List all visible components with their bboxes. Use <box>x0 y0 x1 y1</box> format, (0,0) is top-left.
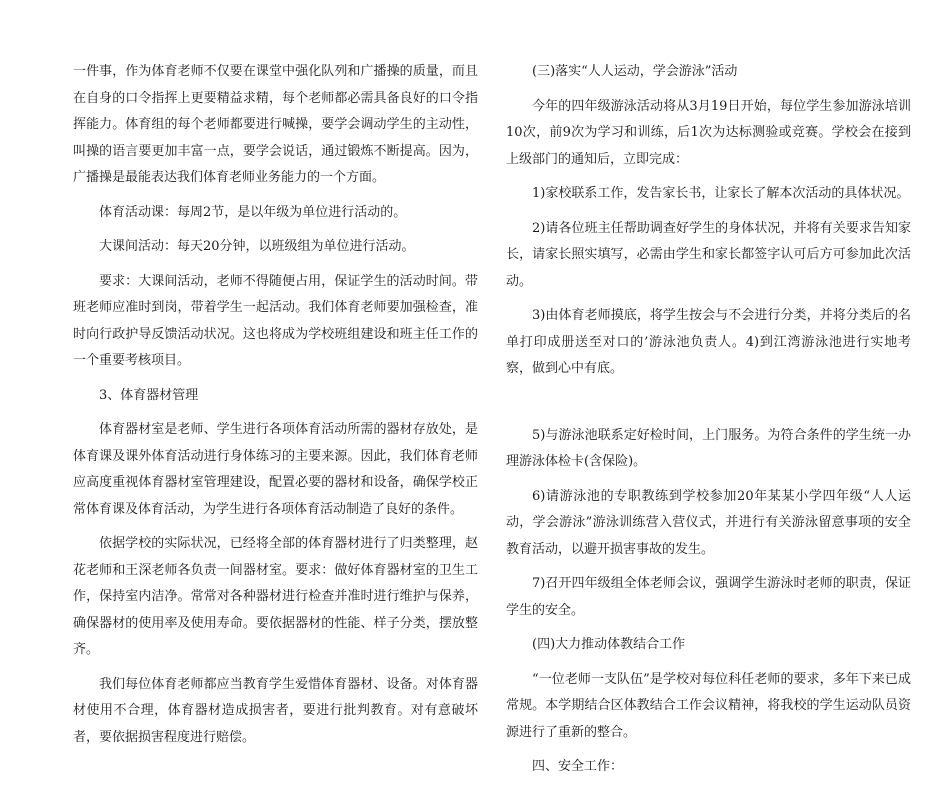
paragraph: 体育活动课：每周2节，是以年级为单位进行活动的。 <box>99 204 407 220</box>
list-item: 7)召开四年级组全体老师会议，强调学生游泳时老师的职责，保证学生的安全。 <box>506 576 911 618</box>
paragraph: 体育器材室是老师、学生进行各项体育活动所需的器材存放处，是体育课及课外体育活动进行身体练习的主要来源。因此，我们体育老师应高度重视体育器材室管理建设，配置必要的器材和设备，确保学校正常体育课及体育活动，为学生进行各项体育活动制造了良好的条件。 <box>73 422 478 517</box>
section-heading: (四)大力推动体教结合工作 <box>532 637 686 652</box>
section-heading: 四、安全工作： <box>532 759 624 774</box>
list-item: 2)请各位班主任帮助调查好学生的身体状况，并将有关要求告知家长，请家长照实填写，必需由学生和家长都签字认可后方可参加此次活动。 <box>506 220 911 289</box>
section-heading: 3、体育器材管理 <box>99 387 199 403</box>
left-column <box>73 59 478 759</box>
paragraph: 依据学校的实际状况，已经将全部的体育器材进行了归类整理，赵花老师和王深老师各负责一间器材室。要求：做好体育器材室的卫生工作，保持室内洁净。常常对各种器材进行检查并准时进行维护与保养，确保器材的使用率及使用寿命。要依据器材的性能、样子分类，摆放整齐。 <box>73 536 478 657</box>
list-item: 5)与游泳池联系定好检时间，上门服务。为符合条件的学生统一办理游泳体检卡(含保险)。 <box>506 427 911 469</box>
paragraph: 要求：大课间活动，老师不得随便占用，保证学生的活动时间。带班老师应准时到岗，带着学生一起活动。我们体育老师要加强检查，准时向行政护导反馈活动状况。这也将成为学校班组建设和班主任工作的一个重要考核项目。 <box>73 273 478 368</box>
section-heading: (三)落实“人人运动，学会游泳”活动 <box>532 64 738 79</box>
list-item: 3)由体育老师摸底，将学生按会与不会进行分类，并将分类后的名单打印成册送至对口的’游泳池负责人。4)到江湾游泳池进行实地考察，做到心中有底。 <box>506 308 911 376</box>
paragraph: 大课间活动：每天20分钟，以班级组为单位进行活动。 <box>99 239 415 254</box>
right-column <box>506 59 911 789</box>
list-item: 6)请游泳池的专职教练到学校参加20年某某小学四年级“人人运动，学会游泳”游泳训练营入营仪式，并进行有关游泳留意事项的安全教育活动，以避开损害事故的发生。 <box>506 488 911 557</box>
paragraph: 一件事，作为体育老师不仅要在课堂中强化队列和广播操的质量，而且在自身的口令指挥上更要精益求精，每个老师都必需具备良好的口令指挥能力。体育组的每个老师都要进行喊操，要学会调动学生的主动性，叫操的语言要更加丰富一点，要学会说话，通过锻炼不断提高。因为，广播操是最能表达我们体育老师业务能力的一个方面。 <box>73 64 478 185</box>
paragraph: 我们每位体育老师都应当教育学生爱惜体育器材、设备。对体育器材使用不合理，体育器材造成损害者，要进行批判教育。对有意破坏者，要依据损害程度进行赔偿。 <box>73 676 478 745</box>
paragraph: 今年的四年级游泳活动将从3月19日开始，每位学生参加游泳培训10次，前9次为学习和训练，后1次为达标测验或竞赛。学校会在接到上级部门的通知后，立即完成： <box>506 98 911 167</box>
list-item: 1)家校联系工作，发告家长书，让家长了解本次活动的具体状况。 <box>532 186 910 201</box>
paragraph: “一位老师一支队伍”是学校对每位科任老师的要求，多年下来已成常规。本学期结合区体教结合工作会议精神，将我校的学生运动队员资源进行了重新的整合。 <box>506 671 911 740</box>
